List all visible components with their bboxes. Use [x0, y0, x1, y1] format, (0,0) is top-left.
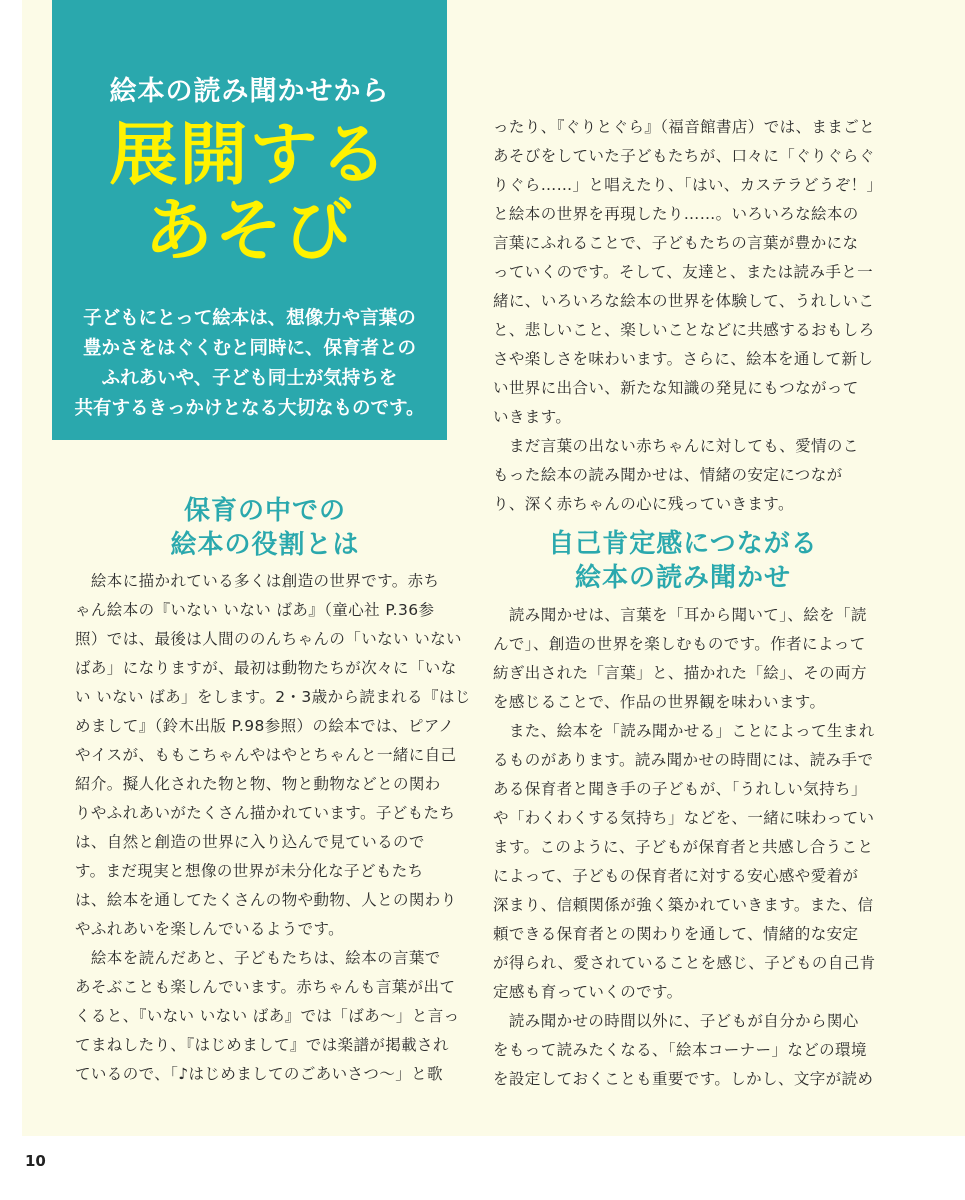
- text-line: りぐら……」と唱えたり、「はい、カステラどうぞ！」: [493, 176, 883, 194]
- text-line: ます。このように、子どもが保育者と共感し合うこと: [493, 838, 874, 856]
- text-line: ったり、『ぐりとぐら』（福音館書店）では、ままごと: [493, 118, 876, 136]
- section-heading-role: [75, 494, 455, 562]
- text-line: は、絵本を通してたくさんの物や動物、人との関わり: [75, 891, 457, 909]
- hero-title: [52, 118, 447, 270]
- hero-lead: 絵本の読み聞かせから: [109, 76, 390, 107]
- hero-intro-line: ふれあいや、子ども同士が気持ちを: [101, 368, 398, 389]
- text-line: 頼できる保育者との関わりを通して、情緒的な安定: [493, 925, 859, 943]
- text-line: は、自然と創造の世界に入り込んで見ているので: [75, 833, 425, 851]
- text-line: い いない ばあ」をします。2・3歳から読まれる『はじ: [75, 688, 471, 706]
- text-line: いきます。: [493, 408, 572, 426]
- hero-panel: [52, 0, 447, 440]
- text-line: り、深く赤ちゃんの心に残っていきます。: [493, 495, 794, 513]
- heading-line: 絵本の役割とは: [170, 530, 360, 560]
- text-line: を設定しておくことも重要です。しかし、文字が読め: [493, 1070, 874, 1088]
- text-line: やイスが、ももこちゃんやはやとちゃんと一緒に自己: [75, 746, 457, 764]
- text-line: 紡ぎ出された「言葉」と、描かれた「絵」、その両方: [493, 664, 867, 682]
- text-line: ているので、「♪はじめましてのごあいさつ～」と歌: [75, 1065, 443, 1083]
- text-line: を感じることで、作品の世界観を味わいます。: [493, 693, 826, 711]
- text-line: す。まだ現実と想像の世界が未分化な子どもたち: [75, 862, 424, 880]
- text-line: と、悲しいこと、楽しいことなどに共感するおもしろ: [493, 321, 875, 339]
- text-line: めまして』（鈴木出版 P.98参照）の絵本では、ピアノ: [75, 717, 455, 735]
- right-column-top-text: [493, 113, 883, 519]
- text-line: い世界に出合い、新たな知識の発見にもつながって: [493, 379, 859, 397]
- text-line: ゃん絵本の『いない いない ばあ』（童心社 P.36参: [75, 601, 435, 619]
- text-line: 絵本を読んだあと、子どもたちは、絵本の言葉で: [75, 949, 441, 967]
- hero-title-line: あそび: [144, 192, 355, 271]
- right-column-bottom-text: [493, 601, 876, 1094]
- text-line: 定感も育っていくのです。: [493, 983, 683, 1001]
- left-column-text: [75, 567, 471, 1089]
- text-line: 絵本に描かれている多くは創造の世界です。赤ち: [75, 572, 440, 590]
- text-line: 言葉にふれることで、子どもたちの言葉が豊かにな: [493, 234, 859, 252]
- text-line: てまねしたり、『はじめまして』では楽譜が掲載され: [75, 1036, 449, 1054]
- text-line: また、絵本を「読み聞かせる」ことによって生まれ: [493, 722, 875, 740]
- text-line: んで」、創造の世界を楽しむものです。作者によって: [493, 635, 866, 653]
- hero-intro-line: 豊かさをはぐくむと同時に、保育者との: [82, 338, 416, 359]
- text-line: 読み聞かせの時間以外に、子どもが自分から関心: [493, 1012, 859, 1030]
- text-line: まだ言葉の出ない赤ちゃんに対しても、愛情のこ: [493, 437, 859, 455]
- text-line: もった絵本の読み聞かせは、情緒の安定につなが: [493, 466, 843, 484]
- heading-line: 保育の中での: [183, 496, 346, 526]
- text-line: 深まり、信頼関係が強く築かれていきます。また、信: [493, 896, 874, 914]
- text-line: 紹介。擬人化された物と物、物と動物などとの関わ: [75, 775, 441, 793]
- text-line: りやふれあいがたくさん描かれています。子どもたち: [75, 804, 456, 822]
- text-line: や「わくわくする気持ち」などを、一緒に味わってい: [493, 809, 875, 827]
- text-line: っていくのです。そして、友達と、または読み手と一: [493, 263, 874, 281]
- text-line: あそぶことも楽しんでいます。赤ちゃんも言葉が出て: [75, 978, 456, 996]
- text-line: によって、子どもの保育者に対する安心感や愛着が: [493, 867, 859, 885]
- heading-line: 絵本の読み聞かせ: [574, 563, 791, 593]
- heading-line: 自己肯定感につながる: [548, 529, 818, 559]
- text-line: やふれあいを楽しんでいるようです。: [75, 920, 345, 938]
- text-line: 照）では、最後は人間ののんちゃんの「いない いない: [75, 630, 462, 648]
- hero-intro: [52, 304, 447, 424]
- text-line: るものがあります。読み聞かせの時間には、読み手で: [493, 751, 874, 769]
- section-heading-self-esteem: [493, 527, 873, 595]
- text-line: あそびをしていた子どもたちが、口々に「ぐりぐらぐ: [493, 147, 875, 165]
- text-line: をもって読みたくなる、「絵本コーナー」などの環境: [493, 1041, 867, 1059]
- text-line: が得られ、愛されていることを感じ、子どもの自己肯: [493, 954, 876, 972]
- page-number: 10: [25, 1152, 46, 1170]
- text-line: 読み聞かせは、言葉を「耳から聞いて」、絵を「読: [493, 606, 867, 624]
- hero-title-line: 展開する: [109, 116, 390, 195]
- text-line: ある保育者と聞き手の子どもが、「うれしい気持ち」: [493, 780, 867, 798]
- hero-intro-line: 子どもにとって絵本は、想像力や言葉の: [83, 308, 416, 329]
- text-line: 緒に、いろいろな絵本の世界を体験して、うれしいこ: [493, 292, 875, 310]
- hero-intro-line: 共有するきっかけとなる大切なものです。: [74, 398, 425, 419]
- text-line: と絵本の世界を再現したり……。いろいろな絵本の: [493, 205, 859, 223]
- text-line: くると、『いない いない ばあ』では「ばあ～」と言っ: [75, 1007, 460, 1025]
- text-line: ばあ」になりますが、最初は動物たちが次々に「いな: [75, 659, 457, 677]
- text-line: さや楽しさを味わいます。さらに、絵本を通して新し: [493, 350, 874, 368]
